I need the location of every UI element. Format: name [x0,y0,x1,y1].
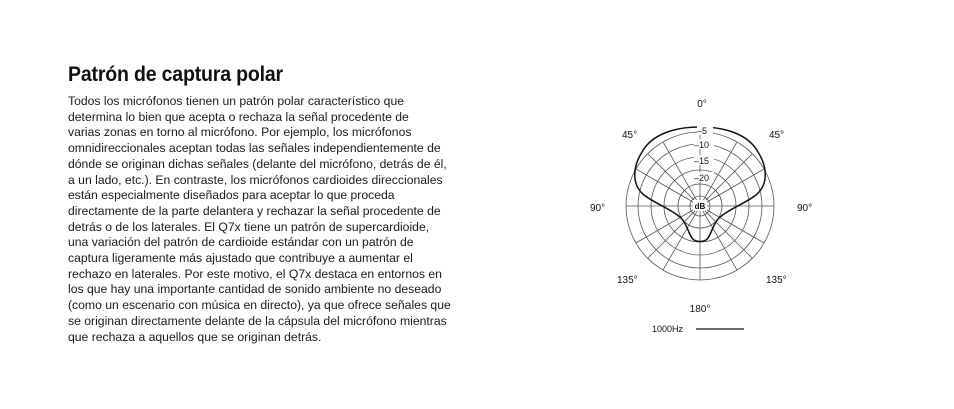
chart-legend [652,324,744,334]
paragraph-line: detrás o de los laterales. El Q7x tiene un patrón de supercardioide, [68,219,430,234]
page-title: Patrón de captura polar [68,63,283,86]
polar-pattern-diagram [580,92,830,342]
paragraph-line: varias zonas en torno al micrófono. Por ejemplo, los micrófonos [68,125,412,140]
paragraph-line: captura ligeramente más ajustado que contribuye a aumentar el [68,251,413,266]
ring-label: –10 [694,140,710,150]
angle-label-45-right: 45° [769,130,785,141]
paragraph-line: a un lado, etc.). En contraste, los micrófonos cardioides direccionales [68,172,443,187]
ring-label: –20 [694,173,710,183]
angle-label-45-left: 45° [622,130,638,141]
ring-label: –5 [697,126,708,136]
paragraph-line: (como un escenario con música en directo), ya que ofrece señales que [68,298,451,313]
legend-label: 1000Hz [652,324,684,334]
paragraph-line: que rechaza a aquellos que se originan detrás. [68,329,322,344]
angle-label-90-left: 90° [590,203,606,214]
paragraph-line: rechazo en laterales. Por este motivo, el Q7x destaca en entornos en [68,266,442,281]
angle-label-90-right: 90° [797,203,813,214]
paragraph-line: directamente de la parte delantera y rechazar la señal procedente de [68,203,441,218]
angle-label-180: 180° [689,304,711,315]
body-paragraph [68,94,480,345]
paragraph-line: Todos los micrófonos tienen un patrón polar característico que [68,94,405,108]
paragraph-line: dónde se originan dichas señales (delante del micrófono, detrás de él, [68,156,447,171]
paragraph-line: se originan directamente delante de la cápsula del micrófono mientras [68,313,447,328]
angle-label-0: 0° [697,99,707,110]
paragraph-line: están especialmente diseñados para aceptar lo que proceda [68,188,395,203]
paragraph-line: determina lo bien que acepta o rechaza la señal procedente de [68,109,409,124]
paragraph-line: una variación del patrón de cardioide estándar con un patrón de [68,235,414,250]
paragraph-line: los que hay una importante cantidad de sonido ambiente no deseado [68,282,442,297]
ring-label: –15 [694,156,710,166]
angle-label-135-right: 135° [766,275,787,286]
ring-labels [694,125,714,183]
paragraph-line: omnidireccionales aceptan todas las señales independientemente de [68,141,441,156]
angle-label-135-left: 135° [617,275,638,286]
db-center-label: dB [694,202,706,211]
